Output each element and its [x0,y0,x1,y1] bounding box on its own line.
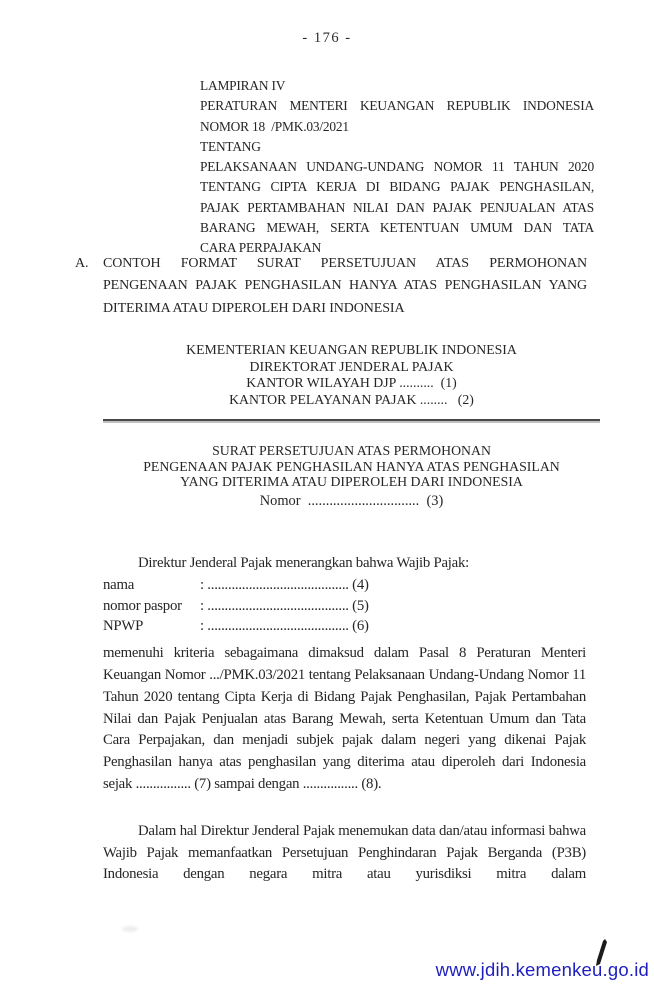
letter-title-line: SURAT PERSETUJUAN ATAS PERMOHONAN [212,443,491,458]
lampiran-line: BARANG MEWAH, SERTA KETENTUAN UMUM DAN TATA [200,220,594,236]
field-value: : ......................................... (4) [200,576,369,593]
lampiran-line: CARA PERPAJAKAN [200,240,322,256]
field-label: nomor paspor [103,597,182,614]
scan-smudge [122,926,138,932]
section-a-text: CONTOH FORMAT SURAT PERSETUJUAN ATAS PERMOHONAN PENGENAAN PAJAK PENGHASILAN HANYA ATAS PENGHASILAN YANG DITERIMA ATAU DIPEROLEH DARI INDONESIA [103,256,587,316]
field-row-paspor [103,596,586,617]
letter-number-line: Nomor ............................... (3) [259,492,444,509]
field-value: : ......................................... (5) [200,597,369,614]
field-row-npwp [103,616,586,637]
letter-title [103,443,600,509]
letterhead-line: DIREKTORAT JENDERAL PAJAK [249,358,454,374]
body-paragraph-2: Dalam hal Direktur Jenderal Pajak menemukan data dan/atau informasi bahwa Wajib Pajak memanfaatkan Persetujuan Penghindaran Pajak Berganda (P3B) Indonesia dengan negara mitra atau yurisdiksi mitra dalam [103,822,586,883]
body-intro: Direktur Jenderal Pajak menerangkan bahwa Wajib Pajak: [138,555,469,571]
lampiran-block [200,76,594,259]
lampiran-line: TENTANG [200,138,261,154]
lampiran-line: NOMOR 18 /PMK.03/2021 [200,118,349,134]
letterhead-line: KANTOR PELAYANAN PAJAK ........ (2) [229,391,474,407]
lampiran-line: LAMPIRAN IV [200,78,286,93]
letterhead-rule [103,419,600,421]
letter-title-line: YANG DITERIMA ATAU DIPEROLEH DARI INDONESIA [180,474,523,490]
letter-body [103,553,586,886]
section-a [75,253,587,320]
field-label: NPWP [103,618,144,635]
field-row-nama [103,575,586,596]
section-a-label: A. [75,256,89,271]
lampiran-line: PERATURAN MENTERI KEUANGAN REPUBLIK INDONESIA [200,98,594,114]
lampiran-line: PELAKSANAAN UNDANG-UNDANG NOMOR 11 TAHUN 2020 [200,159,594,175]
body-paragraph-1: memenuhi kriteria sebagaimana dimaksud dalam Pasal 8 Peraturan Menteri Keuangan Nomor .../PMK.03/2021 tentang Pelaksanaan Undang-Undang Nomor 11 Tahun 2020 tentang Cipta Kerja di Bidang Pajak Penghasilan, Pajak Pertambahan Nilai dan Pajak Penjualan atas Barang Mewah, serta Ketentuan Umum dan Tata Cara Perpajakan, dan menjadi subjek pajak dalam negeri yang dikenai Pajak Penghasilan hanya atas penghasilan yang diterima atau diperoleh dari Indonesia sejak ................ (7) sampai dengan ................ (8). [103,645,586,792]
page-number: - 176 - [302,30,352,46]
lampiran-line: TENTANG CIPTA KERJA DI BIDANG PAJAK PENGHASILAN, [200,179,594,195]
letterhead-line: KANTOR WILAYAH DJP .......... (1) [246,375,457,391]
lampiran-line: PAJAK PERTAMBAHAN NILAI DAN PAJAK PENJUALAN ATAS [200,199,594,215]
watermark-link[interactable]: www.jdih.kemenkeu.go.id [435,959,649,980]
letterhead [103,342,600,408]
letterhead-line: KEMENTERIAN KEUANGAN REPUBLIK INDONESIA [186,342,517,357]
field-label: nama [103,576,135,593]
letter-title-line: PENGENAAN PAJAK PENGHASILAN HANYA ATAS PENGHASILAN [143,458,560,474]
field-value: : ......................................... (6) [200,618,369,635]
